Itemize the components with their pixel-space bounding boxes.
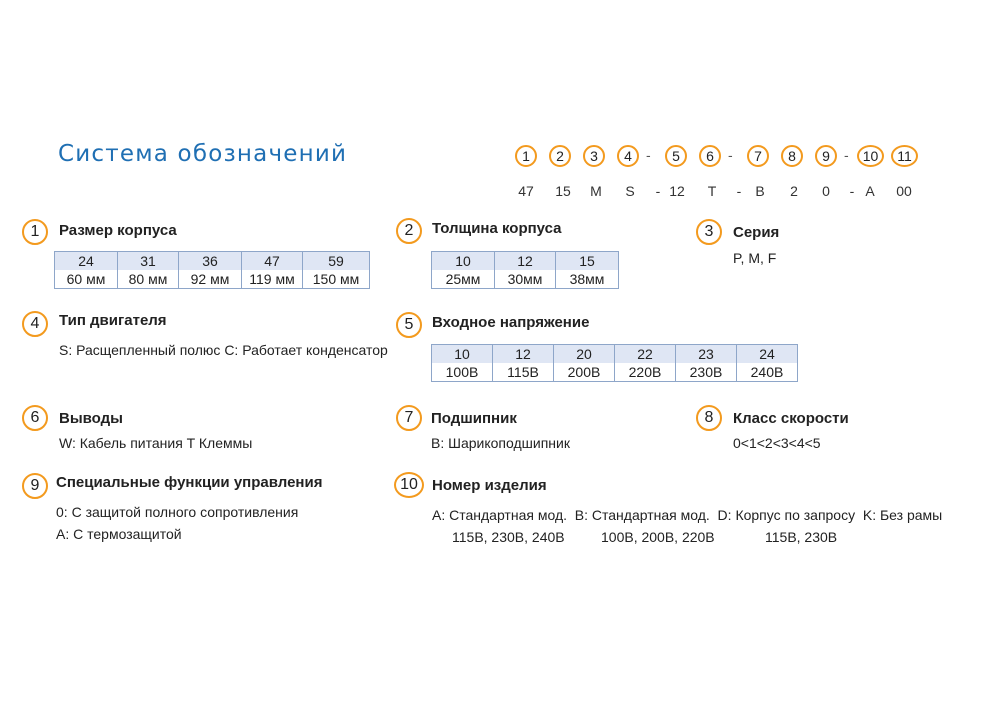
section-number-badge: 9	[22, 473, 48, 499]
bearing-text: B: Шарикоподшипник	[431, 435, 570, 451]
product-number-voltages: 100В, 200В, 220В	[601, 529, 715, 545]
leads-text: W: Кабель питания T Клеммы	[59, 435, 253, 451]
section-title: Размер корпуса	[59, 222, 177, 239]
section-number-badge: 10	[394, 472, 424, 498]
table-cell: 230В	[676, 363, 737, 382]
control-feature-line: A: С термозащитой	[56, 526, 182, 542]
section-number-badge: 4	[22, 311, 48, 337]
code-number-3: 3	[583, 145, 605, 167]
code-number-6: 6	[699, 145, 721, 167]
code-number-7: 7	[747, 145, 769, 167]
body-size-table	[54, 251, 370, 289]
code-number-1: 1	[515, 145, 537, 167]
table-cell: 12	[495, 252, 556, 271]
code-value: A	[865, 183, 875, 199]
table-cell: 10	[432, 345, 493, 364]
table-cell: 24	[737, 345, 798, 364]
code-value: 12	[669, 183, 685, 199]
code-number-2: 2	[549, 145, 571, 167]
code-value: M	[590, 183, 602, 199]
table-cell: 100В	[432, 363, 493, 382]
section-number-badge: 5	[396, 312, 422, 338]
table-cell: 200В	[554, 363, 615, 382]
code-number-5: 5	[665, 145, 687, 167]
code-number-11: 11	[891, 145, 918, 167]
table-cell: 12	[493, 345, 554, 364]
section-number-badge: 3	[696, 219, 722, 245]
voltage-table	[431, 344, 798, 382]
body-thickness-table	[431, 251, 619, 289]
code-number-10: 10	[857, 145, 884, 167]
section-number-badge: 2	[396, 218, 422, 244]
code-value: T	[707, 183, 717, 199]
table-cell: 24	[55, 252, 118, 271]
table-cell: 115В	[493, 363, 554, 382]
series-text: P, M, F	[733, 250, 777, 266]
page-title: Система обозначений	[58, 141, 348, 167]
section-title: Номер изделия	[432, 477, 547, 494]
table-cell: 22	[615, 345, 676, 364]
section-title: Выводы	[59, 410, 123, 427]
code-dash: -	[728, 147, 733, 163]
code-value: S	[625, 183, 635, 199]
designation-values	[515, 183, 925, 201]
table-cell: 60 мм	[55, 270, 118, 289]
table-cell: 220В	[615, 363, 676, 382]
table-cell: 80 мм	[118, 270, 179, 289]
code-value: -	[655, 183, 661, 199]
code-value: 00	[896, 183, 912, 199]
table-cell: 150 мм	[303, 270, 370, 289]
section-title: Тип двигателя	[59, 312, 167, 329]
speed-class-text: 0<1<2<3<4<5	[733, 435, 821, 451]
table-cell: 47	[242, 252, 303, 271]
code-number-4: 4	[617, 145, 639, 167]
section-number-badge: 8	[696, 405, 722, 431]
product-number-line: A: Стандартная мод. B: Стандартная мод. D: Корпус по запросу K: Без рамы	[432, 507, 943, 523]
table-cell: 38мм	[556, 270, 619, 289]
section-title: Входное напряжение	[432, 314, 590, 331]
table-cell: 25мм	[432, 270, 495, 289]
code-value: 0	[822, 183, 830, 199]
code-number-9: 9	[815, 145, 837, 167]
product-number-voltages: 115В, 230В	[765, 529, 838, 545]
section-number-badge: 1	[22, 219, 48, 245]
table-cell: 20	[554, 345, 615, 364]
table-cell: 240В	[737, 363, 798, 382]
section-title: Подшипник	[431, 410, 517, 427]
control-feature-line: 0: С защитой полного сопротивления	[56, 504, 299, 520]
code-dash: -	[844, 147, 849, 163]
code-value: -	[736, 183, 742, 199]
code-value: 15	[555, 183, 571, 199]
code-value: -	[849, 183, 855, 199]
code-value: 47	[518, 183, 534, 199]
table-cell: 119 мм	[242, 270, 303, 289]
product-number-voltages: 115В, 230В, 240В	[452, 529, 565, 545]
table-cell: 31	[118, 252, 179, 271]
table-cell: 30мм	[495, 270, 556, 289]
designation-code	[515, 145, 925, 171]
table-cell: 92 мм	[179, 270, 242, 289]
table-cell: 23	[676, 345, 737, 364]
section-title: Класс скорости	[733, 410, 849, 427]
motor-type-text: S: Расщепленный полюс C: Работает конденсатор	[59, 342, 388, 358]
section-number-badge: 7	[396, 405, 422, 431]
section-number-badge: 6	[22, 405, 48, 431]
code-number-8: 8	[781, 145, 803, 167]
table-cell: 10	[432, 252, 495, 271]
table-cell: 36	[179, 252, 242, 271]
table-cell: 59	[303, 252, 370, 271]
section-title: Толщина корпуса	[432, 220, 562, 237]
section-title: Серия	[733, 224, 780, 241]
table-cell: 15	[556, 252, 619, 271]
section-title: Специальные функции управления	[56, 474, 323, 491]
code-value: 2	[790, 183, 798, 199]
code-value: B	[755, 183, 765, 199]
code-dash: -	[646, 147, 651, 163]
